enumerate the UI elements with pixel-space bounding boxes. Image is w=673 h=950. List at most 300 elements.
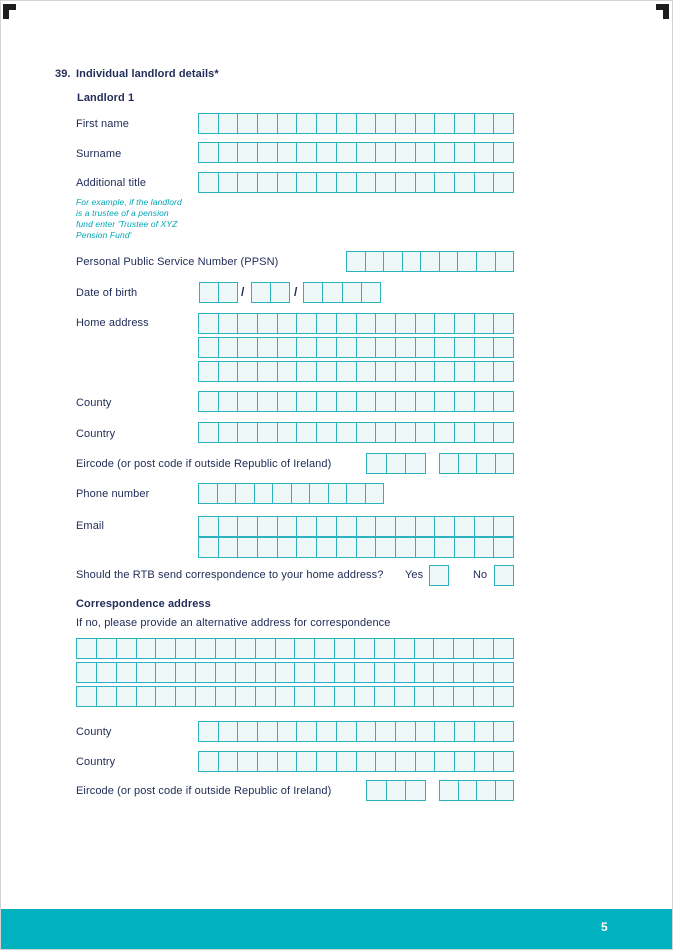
char-box[interactable] bbox=[346, 484, 365, 503]
char-box[interactable] bbox=[474, 517, 494, 536]
char-box[interactable] bbox=[430, 566, 448, 585]
char-box[interactable] bbox=[116, 687, 136, 706]
char-box[interactable] bbox=[296, 173, 316, 192]
home-address-row-1[interactable] bbox=[198, 313, 514, 334]
char-box[interactable] bbox=[296, 392, 316, 411]
char-box[interactable] bbox=[155, 663, 175, 682]
char-box[interactable] bbox=[493, 517, 513, 536]
char-box[interactable] bbox=[336, 538, 356, 557]
char-box[interactable] bbox=[415, 114, 435, 133]
char-box[interactable] bbox=[474, 114, 494, 133]
char-box[interactable] bbox=[77, 687, 96, 706]
char-box[interactable] bbox=[433, 687, 453, 706]
char-box[interactable] bbox=[493, 752, 513, 771]
char-box[interactable] bbox=[296, 423, 316, 442]
char-box[interactable] bbox=[434, 314, 454, 333]
char-box[interactable] bbox=[294, 639, 314, 658]
char-box[interactable] bbox=[296, 538, 316, 557]
char-box[interactable] bbox=[454, 314, 474, 333]
char-box[interactable] bbox=[316, 362, 336, 381]
char-box[interactable] bbox=[375, 722, 395, 741]
char-box[interactable] bbox=[237, 143, 257, 162]
yes-checkbox[interactable] bbox=[429, 565, 449, 586]
char-box[interactable] bbox=[375, 143, 395, 162]
char-box[interactable] bbox=[420, 252, 439, 271]
char-box[interactable] bbox=[395, 722, 415, 741]
char-box[interactable] bbox=[454, 362, 474, 381]
char-box[interactable] bbox=[270, 283, 289, 302]
char-box[interactable] bbox=[272, 484, 291, 503]
correspondence-county-boxes[interactable] bbox=[198, 721, 514, 742]
char-box[interactable] bbox=[476, 781, 495, 800]
char-box[interactable] bbox=[218, 423, 238, 442]
char-box[interactable] bbox=[493, 114, 513, 133]
char-box[interactable] bbox=[365, 484, 384, 503]
char-box[interactable] bbox=[434, 114, 454, 133]
char-box[interactable] bbox=[356, 752, 376, 771]
char-box[interactable] bbox=[356, 423, 376, 442]
char-box[interactable] bbox=[237, 423, 257, 442]
char-box[interactable] bbox=[493, 173, 513, 192]
char-box[interactable] bbox=[237, 722, 257, 741]
char-box[interactable] bbox=[454, 114, 474, 133]
char-box[interactable] bbox=[476, 252, 495, 271]
home-address-row-2[interactable] bbox=[198, 337, 514, 358]
char-box[interactable] bbox=[235, 687, 255, 706]
char-box[interactable] bbox=[434, 143, 454, 162]
char-box[interactable] bbox=[277, 538, 297, 557]
country-boxes[interactable] bbox=[198, 422, 514, 443]
char-box[interactable] bbox=[218, 338, 238, 357]
char-box[interactable] bbox=[495, 566, 513, 585]
char-box[interactable] bbox=[175, 663, 195, 682]
char-box[interactable] bbox=[277, 722, 297, 741]
char-box[interactable] bbox=[199, 173, 218, 192]
char-box[interactable] bbox=[354, 687, 374, 706]
char-box[interactable] bbox=[296, 362, 316, 381]
char-box[interactable] bbox=[434, 362, 454, 381]
char-box[interactable] bbox=[257, 338, 277, 357]
char-box[interactable] bbox=[434, 517, 454, 536]
char-box[interactable] bbox=[415, 517, 435, 536]
char-box[interactable] bbox=[237, 362, 257, 381]
char-box[interactable] bbox=[316, 722, 336, 741]
char-box[interactable] bbox=[294, 687, 314, 706]
char-box[interactable] bbox=[495, 781, 514, 800]
char-box[interactable] bbox=[199, 114, 218, 133]
email-row-2[interactable] bbox=[198, 537, 514, 558]
char-box[interactable] bbox=[415, 338, 435, 357]
char-box[interactable] bbox=[316, 143, 336, 162]
char-box[interactable] bbox=[199, 392, 218, 411]
char-box[interactable] bbox=[454, 338, 474, 357]
char-box[interactable] bbox=[316, 392, 336, 411]
char-box[interactable] bbox=[277, 517, 297, 536]
char-box[interactable] bbox=[474, 362, 494, 381]
char-box[interactable] bbox=[316, 538, 336, 557]
char-box[interactable] bbox=[199, 752, 218, 771]
char-box[interactable] bbox=[316, 752, 336, 771]
char-box[interactable] bbox=[414, 639, 434, 658]
char-box[interactable] bbox=[493, 362, 513, 381]
dob-year-boxes[interactable] bbox=[303, 282, 381, 303]
char-box[interactable] bbox=[235, 639, 255, 658]
char-box[interactable] bbox=[474, 143, 494, 162]
eircode-boxes-part2[interactable] bbox=[439, 453, 514, 474]
char-box[interactable] bbox=[495, 454, 514, 473]
char-box[interactable] bbox=[434, 338, 454, 357]
char-box[interactable] bbox=[453, 687, 473, 706]
char-box[interactable] bbox=[291, 484, 310, 503]
correspondence-address-row-2[interactable] bbox=[76, 662, 514, 683]
char-box[interactable] bbox=[440, 781, 458, 800]
correspondence-eircode-boxes-part2[interactable] bbox=[439, 780, 514, 801]
char-box[interactable] bbox=[257, 517, 277, 536]
char-box[interactable] bbox=[394, 663, 414, 682]
char-box[interactable] bbox=[453, 663, 473, 682]
char-box[interactable] bbox=[415, 752, 435, 771]
char-box[interactable] bbox=[218, 392, 238, 411]
dob-month-boxes[interactable] bbox=[251, 282, 290, 303]
char-box[interactable] bbox=[199, 484, 217, 503]
char-box[interactable] bbox=[237, 392, 257, 411]
char-box[interactable] bbox=[316, 314, 336, 333]
char-box[interactable] bbox=[257, 752, 277, 771]
county-boxes[interactable] bbox=[198, 391, 514, 412]
char-box[interactable] bbox=[361, 283, 380, 302]
char-box[interactable] bbox=[237, 752, 257, 771]
char-box[interactable] bbox=[215, 663, 235, 682]
char-box[interactable] bbox=[237, 338, 257, 357]
char-box[interactable] bbox=[474, 338, 494, 357]
char-box[interactable] bbox=[415, 314, 435, 333]
char-box[interactable] bbox=[218, 173, 238, 192]
char-box[interactable] bbox=[493, 663, 513, 682]
char-box[interactable] bbox=[255, 663, 275, 682]
char-box[interactable] bbox=[96, 639, 116, 658]
char-box[interactable] bbox=[235, 663, 255, 682]
char-box[interactable] bbox=[394, 687, 414, 706]
char-box[interactable] bbox=[474, 752, 494, 771]
ppsn-boxes[interactable] bbox=[346, 251, 514, 272]
char-box[interactable] bbox=[296, 722, 316, 741]
char-box[interactable] bbox=[195, 687, 215, 706]
char-box[interactable] bbox=[309, 484, 328, 503]
eircode-boxes-part1[interactable] bbox=[366, 453, 426, 474]
char-box[interactable] bbox=[356, 314, 376, 333]
additional-title-boxes[interactable] bbox=[198, 172, 514, 193]
char-box[interactable] bbox=[199, 338, 218, 357]
char-box[interactable] bbox=[476, 454, 495, 473]
char-box[interactable] bbox=[454, 517, 474, 536]
no-checkbox[interactable] bbox=[494, 565, 514, 586]
char-box[interactable] bbox=[217, 484, 236, 503]
char-box[interactable] bbox=[356, 517, 376, 536]
char-box[interactable] bbox=[454, 143, 474, 162]
char-box[interactable] bbox=[294, 663, 314, 682]
char-box[interactable] bbox=[237, 114, 257, 133]
char-box[interactable] bbox=[395, 114, 415, 133]
char-box[interactable] bbox=[395, 338, 415, 357]
correspondence-country-boxes[interactable] bbox=[198, 751, 514, 772]
char-box[interactable] bbox=[336, 722, 356, 741]
char-box[interactable] bbox=[195, 663, 215, 682]
char-box[interactable] bbox=[395, 392, 415, 411]
char-box[interactable] bbox=[334, 663, 354, 682]
char-box[interactable] bbox=[218, 114, 238, 133]
char-box[interactable] bbox=[199, 538, 218, 557]
char-box[interactable] bbox=[375, 423, 395, 442]
char-box[interactable] bbox=[474, 722, 494, 741]
char-box[interactable] bbox=[77, 663, 96, 682]
char-box[interactable] bbox=[415, 143, 435, 162]
char-box[interactable] bbox=[414, 663, 434, 682]
char-box[interactable] bbox=[136, 663, 156, 682]
char-box[interactable] bbox=[275, 663, 295, 682]
char-box[interactable] bbox=[314, 639, 334, 658]
char-box[interactable] bbox=[116, 639, 136, 658]
char-box[interactable] bbox=[394, 639, 414, 658]
char-box[interactable] bbox=[237, 517, 257, 536]
char-box[interactable] bbox=[454, 722, 474, 741]
char-box[interactable] bbox=[252, 283, 270, 302]
char-box[interactable] bbox=[493, 143, 513, 162]
char-box[interactable] bbox=[257, 423, 277, 442]
char-box[interactable] bbox=[314, 687, 334, 706]
char-box[interactable] bbox=[136, 687, 156, 706]
char-box[interactable] bbox=[257, 114, 277, 133]
char-box[interactable] bbox=[386, 781, 406, 800]
char-box[interactable] bbox=[395, 538, 415, 557]
char-box[interactable] bbox=[457, 252, 476, 271]
char-box[interactable] bbox=[356, 538, 376, 557]
char-box[interactable] bbox=[374, 663, 394, 682]
char-box[interactable] bbox=[334, 639, 354, 658]
char-box[interactable] bbox=[218, 752, 238, 771]
char-box[interactable] bbox=[336, 423, 356, 442]
char-box[interactable] bbox=[257, 143, 277, 162]
char-box[interactable] bbox=[336, 517, 356, 536]
char-box[interactable] bbox=[375, 338, 395, 357]
char-box[interactable] bbox=[356, 392, 376, 411]
char-box[interactable] bbox=[495, 252, 514, 271]
char-box[interactable] bbox=[277, 423, 297, 442]
char-box[interactable] bbox=[474, 314, 494, 333]
char-box[interactable] bbox=[254, 484, 273, 503]
char-box[interactable] bbox=[454, 752, 474, 771]
char-box[interactable] bbox=[474, 538, 494, 557]
char-box[interactable] bbox=[440, 454, 458, 473]
char-box[interactable] bbox=[433, 639, 453, 658]
char-box[interactable] bbox=[493, 639, 513, 658]
char-box[interactable] bbox=[356, 114, 376, 133]
char-box[interactable] bbox=[235, 484, 254, 503]
char-box[interactable] bbox=[199, 517, 218, 536]
char-box[interactable] bbox=[367, 454, 386, 473]
char-box[interactable] bbox=[200, 283, 218, 302]
char-box[interactable] bbox=[255, 639, 275, 658]
char-box[interactable] bbox=[199, 423, 218, 442]
char-box[interactable] bbox=[473, 663, 493, 682]
char-box[interactable] bbox=[218, 143, 238, 162]
char-box[interactable] bbox=[439, 252, 458, 271]
char-box[interactable] bbox=[395, 143, 415, 162]
char-box[interactable] bbox=[454, 423, 474, 442]
char-box[interactable] bbox=[215, 687, 235, 706]
char-box[interactable] bbox=[493, 687, 513, 706]
char-box[interactable] bbox=[195, 639, 215, 658]
char-box[interactable] bbox=[296, 338, 316, 357]
char-box[interactable] bbox=[405, 781, 425, 800]
char-box[interactable] bbox=[474, 423, 494, 442]
char-box[interactable] bbox=[336, 314, 356, 333]
char-box[interactable] bbox=[493, 722, 513, 741]
char-box[interactable] bbox=[402, 252, 421, 271]
correspondence-eircode-boxes-part1[interactable] bbox=[366, 780, 426, 801]
char-box[interactable] bbox=[199, 314, 218, 333]
char-box[interactable] bbox=[257, 173, 277, 192]
char-box[interactable] bbox=[155, 687, 175, 706]
char-box[interactable] bbox=[415, 392, 435, 411]
char-box[interactable] bbox=[336, 338, 356, 357]
char-box[interactable] bbox=[415, 538, 435, 557]
char-box[interactable] bbox=[473, 687, 493, 706]
char-box[interactable] bbox=[365, 252, 384, 271]
char-box[interactable] bbox=[257, 314, 277, 333]
char-box[interactable] bbox=[415, 722, 435, 741]
char-box[interactable] bbox=[336, 143, 356, 162]
char-box[interactable] bbox=[453, 639, 473, 658]
char-box[interactable] bbox=[218, 538, 238, 557]
char-box[interactable] bbox=[434, 173, 454, 192]
char-box[interactable] bbox=[356, 173, 376, 192]
char-box[interactable] bbox=[336, 114, 356, 133]
char-box[interactable] bbox=[275, 687, 295, 706]
char-box[interactable] bbox=[175, 687, 195, 706]
char-box[interactable] bbox=[277, 314, 297, 333]
first-name-boxes[interactable] bbox=[198, 113, 514, 134]
char-box[interactable] bbox=[375, 114, 395, 133]
char-box[interactable] bbox=[336, 752, 356, 771]
char-box[interactable] bbox=[454, 173, 474, 192]
char-box[interactable] bbox=[296, 314, 316, 333]
char-box[interactable] bbox=[116, 663, 136, 682]
correspondence-address-row-3[interactable] bbox=[76, 686, 514, 707]
char-box[interactable] bbox=[356, 722, 376, 741]
char-box[interactable] bbox=[414, 687, 434, 706]
char-box[interactable] bbox=[255, 687, 275, 706]
char-box[interactable] bbox=[395, 423, 415, 442]
char-box[interactable] bbox=[277, 173, 297, 192]
char-box[interactable] bbox=[473, 639, 493, 658]
char-box[interactable] bbox=[374, 687, 394, 706]
char-box[interactable] bbox=[296, 114, 316, 133]
char-box[interactable] bbox=[383, 252, 402, 271]
char-box[interactable] bbox=[336, 392, 356, 411]
char-box[interactable] bbox=[277, 338, 297, 357]
correspondence-address-row-1[interactable] bbox=[76, 638, 514, 659]
char-box[interactable] bbox=[395, 314, 415, 333]
char-box[interactable] bbox=[415, 173, 435, 192]
char-box[interactable] bbox=[257, 362, 277, 381]
char-box[interactable] bbox=[96, 663, 116, 682]
char-box[interactable] bbox=[218, 517, 238, 536]
char-box[interactable] bbox=[328, 484, 347, 503]
home-address-row-3[interactable] bbox=[198, 361, 514, 382]
char-box[interactable] bbox=[386, 454, 406, 473]
char-box[interactable] bbox=[375, 517, 395, 536]
char-box[interactable] bbox=[257, 722, 277, 741]
char-box[interactable] bbox=[493, 423, 513, 442]
char-box[interactable] bbox=[237, 314, 257, 333]
char-box[interactable] bbox=[405, 454, 425, 473]
char-box[interactable] bbox=[434, 538, 454, 557]
char-box[interactable] bbox=[434, 752, 454, 771]
char-box[interactable] bbox=[199, 362, 218, 381]
email-row-1[interactable] bbox=[198, 516, 514, 537]
char-box[interactable] bbox=[316, 114, 336, 133]
char-box[interactable] bbox=[493, 392, 513, 411]
char-box[interactable] bbox=[316, 173, 336, 192]
char-box[interactable] bbox=[175, 639, 195, 658]
char-box[interactable] bbox=[354, 639, 374, 658]
char-box[interactable] bbox=[257, 392, 277, 411]
char-box[interactable] bbox=[342, 283, 361, 302]
char-box[interactable] bbox=[375, 362, 395, 381]
char-box[interactable] bbox=[304, 283, 322, 302]
char-box[interactable] bbox=[215, 639, 235, 658]
char-box[interactable] bbox=[354, 663, 374, 682]
char-box[interactable] bbox=[434, 423, 454, 442]
char-box[interactable] bbox=[415, 362, 435, 381]
char-box[interactable] bbox=[199, 143, 218, 162]
char-box[interactable] bbox=[367, 781, 386, 800]
char-box[interactable] bbox=[296, 752, 316, 771]
char-box[interactable] bbox=[218, 722, 238, 741]
char-box[interactable] bbox=[395, 173, 415, 192]
char-box[interactable] bbox=[395, 752, 415, 771]
char-box[interactable] bbox=[433, 663, 453, 682]
char-box[interactable] bbox=[237, 173, 257, 192]
char-box[interactable] bbox=[375, 314, 395, 333]
char-box[interactable] bbox=[375, 538, 395, 557]
char-box[interactable] bbox=[356, 362, 376, 381]
char-box[interactable] bbox=[336, 362, 356, 381]
char-box[interactable] bbox=[277, 752, 297, 771]
char-box[interactable] bbox=[493, 338, 513, 357]
char-box[interactable] bbox=[493, 538, 513, 557]
char-box[interactable] bbox=[316, 423, 336, 442]
char-box[interactable] bbox=[395, 517, 415, 536]
char-box[interactable] bbox=[434, 722, 454, 741]
char-box[interactable] bbox=[454, 392, 474, 411]
char-box[interactable] bbox=[277, 143, 297, 162]
surname-boxes[interactable] bbox=[198, 142, 514, 163]
char-box[interactable] bbox=[458, 454, 477, 473]
char-box[interactable] bbox=[395, 362, 415, 381]
char-box[interactable] bbox=[434, 392, 454, 411]
char-box[interactable] bbox=[474, 392, 494, 411]
char-box[interactable] bbox=[374, 639, 394, 658]
char-box[interactable] bbox=[277, 362, 297, 381]
char-box[interactable] bbox=[375, 173, 395, 192]
char-box[interactable] bbox=[296, 143, 316, 162]
char-box[interactable] bbox=[458, 781, 477, 800]
char-box[interactable] bbox=[356, 143, 376, 162]
char-box[interactable] bbox=[296, 517, 316, 536]
phone-boxes[interactable] bbox=[198, 483, 384, 504]
char-box[interactable] bbox=[136, 639, 156, 658]
